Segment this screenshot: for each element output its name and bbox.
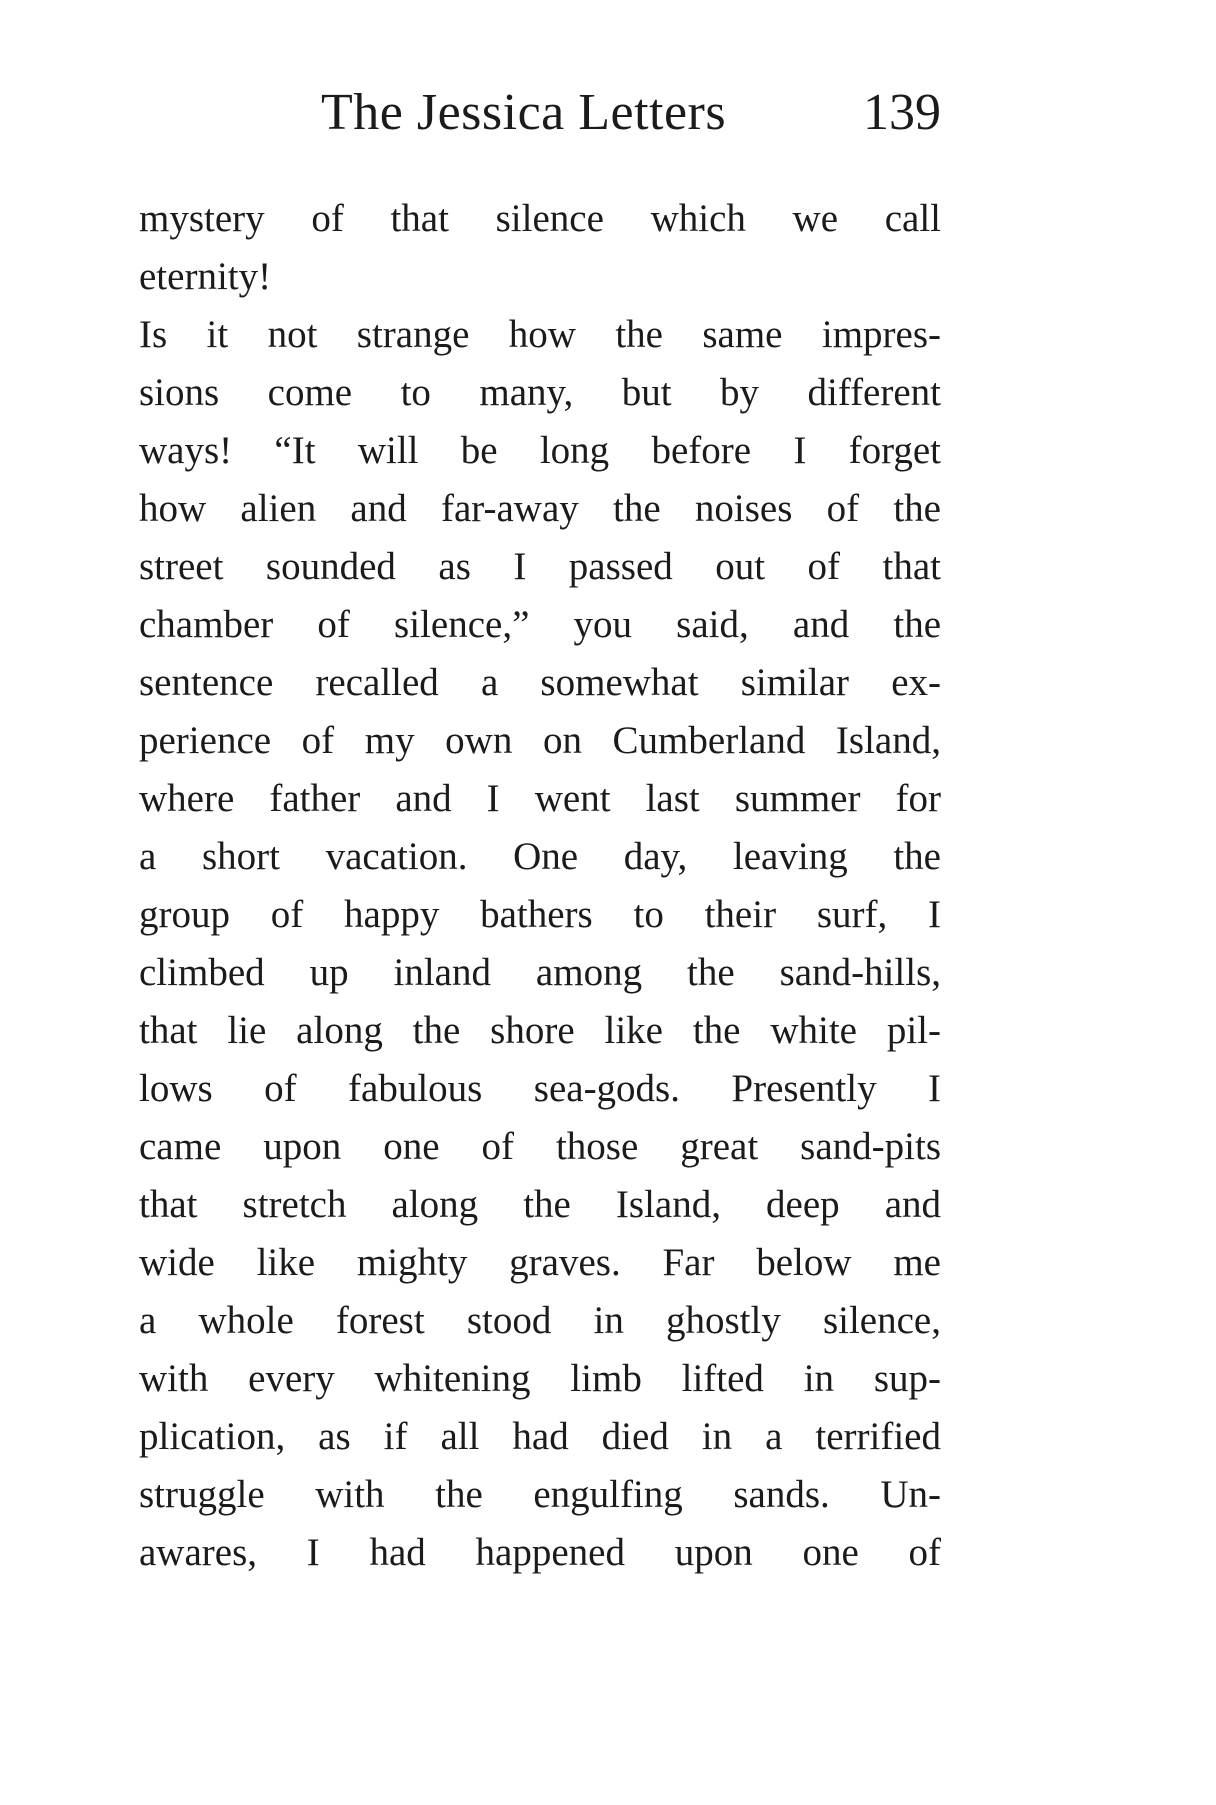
text-line: Is it not strange how the same impres- [139,313,941,356]
running-title: The Jessica Letters [321,84,727,141]
text-line: that lie along the shore like the white pil- [139,1009,941,1052]
text-line: that stretch along the Island, deep and [139,1183,941,1226]
text-line: perience of my own on Cumberland Island, [139,719,941,762]
text-line: with every whitening limb lifted in sup- [139,1357,941,1400]
text-line: group of happy bathers to their surf, I [139,893,941,936]
text-line: lows of fabulous sea-gods. Presently I [139,1067,941,1110]
text-line: a short vacation. One day, leaving the [139,835,941,878]
text-line: sentence recalled a somewhat similar ex- [139,661,941,704]
text-line: climbed up inland among the sand-hills, [139,951,941,994]
text-line: plication, as if all had died in a terrified [139,1415,941,1458]
text-line: awares, I had happened upon one of [139,1531,941,1574]
text-line: came upon one of those great sand-pits [139,1125,941,1168]
text-line: how alien and far-away the noises of the [139,487,941,530]
text-line: wide like mighty graves. Far below me [139,1241,941,1284]
text-line: a whole forest stood in ghostly silence, [139,1299,941,1342]
text-line: where father and I went last summer for [139,777,941,820]
text-line: mystery of that silence which we call [139,197,941,240]
text-line: ways! “It will be long before I forget [139,429,941,472]
running-head [139,78,941,148]
text-line: sions come to many, but by different [139,371,941,414]
text-line: street sounded as I passed out of that [139,545,941,588]
text-line: struggle with the engulfing sands. Un- [139,1473,941,1516]
text-line: chamber of silence,” you said, and the [139,603,941,646]
page-number: 139 [863,84,941,141]
body-text [139,190,941,1582]
text-line: eternity! [139,255,272,298]
